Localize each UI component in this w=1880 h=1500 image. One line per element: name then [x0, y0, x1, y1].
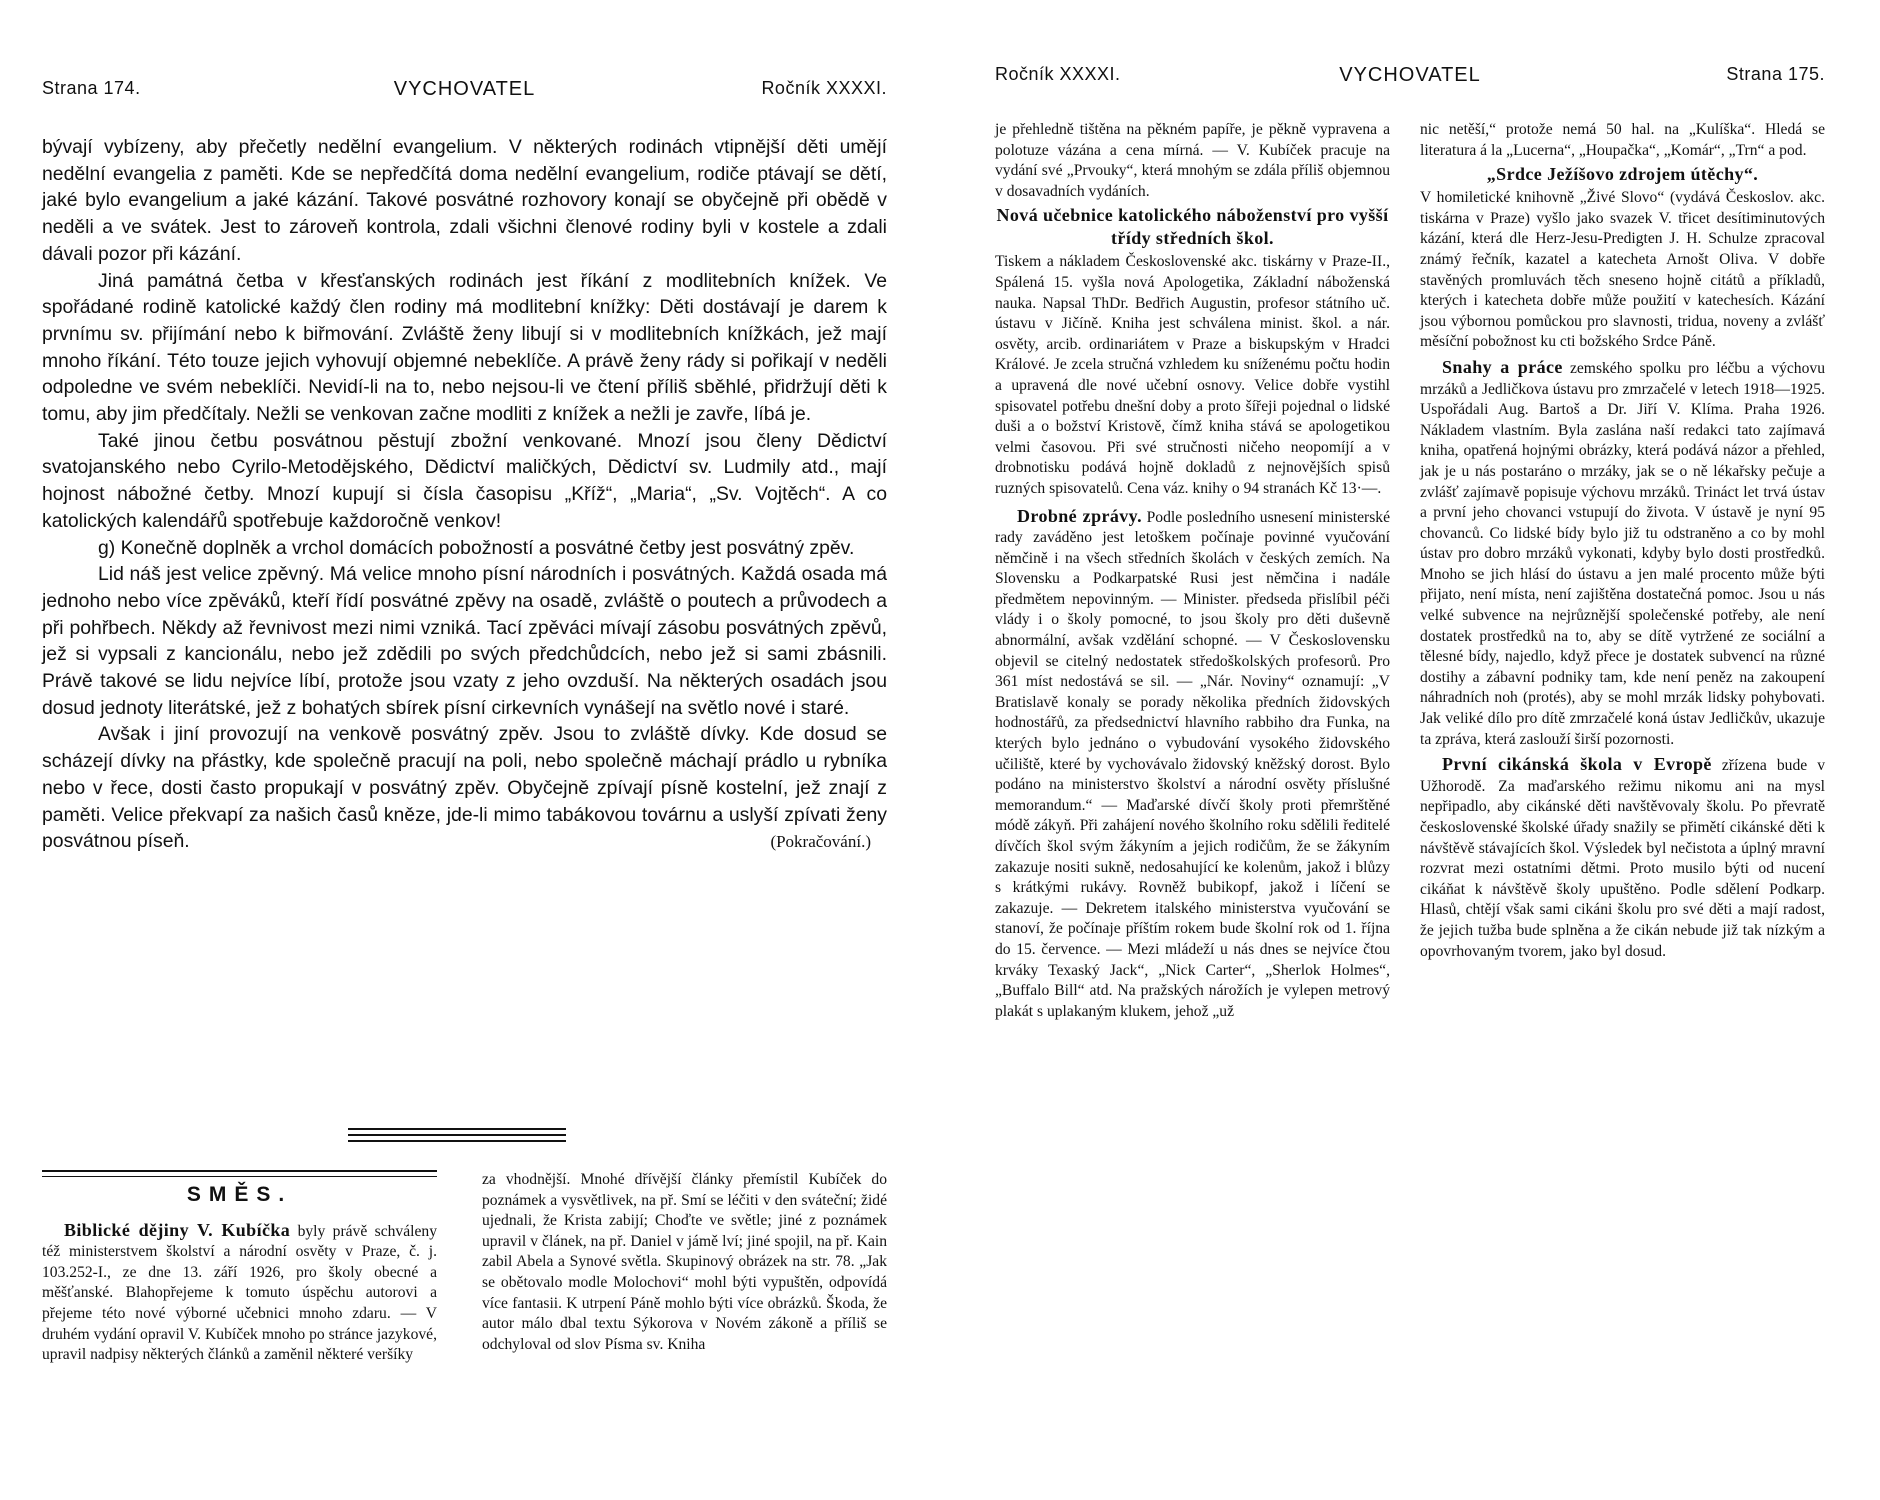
right-page	[995, 0, 1825, 1500]
divider	[42, 1176, 437, 1177]
article-heading: Biblické dějiny V. Kubíčka	[64, 1219, 291, 1240]
smes-column-2	[482, 1170, 887, 1355]
article-paragraph	[1420, 357, 1825, 750]
article-text: za vhodnější. Mnohé dřívější články přemístil Kubíček do poznámek a vysvětlivek, na př. Smí se léčiti v den sváteční; židé ujednali, že Krista zabijí; Choďte ve světle; jiné z poznámek upravil v článek, na př. Daniel v jámě lví; jiné spojil, na př. Kain zabil Abela a Synové světla. Skupinový obrázek na str. 78. „Jak se obětovalo modle Molochovi“ mohl býti vypuštěn, odpovídá více fantasii. K utrpení Páně mohlo býti více obrázků. Škoda, že autor málo dbal textu Sýkorova v Novém zákoně a příliš se odchyloval od slov Písma sv. Kniha	[482, 1171, 887, 1353]
left-page	[42, 0, 887, 1500]
smes-column-1	[42, 1170, 437, 1366]
paragraph: Avšak i jiní provozují na venkově posvátný zpěv. Jsou to zvláště dívky. Kde dosud se scházejí dívky na přástky, kde společně pracují na poli, nebo společně máchají prádlo u rybníka nebo v řece, dosti často propukají v posvátný zpěv. Obyčejně zpívají písně kostelní, jež znají z paměti. Velice překvapí za našich časů kněze, jde-li mimo tabákovou továrnu a uslyší zpívati ženy posvátnou píseň.	[42, 723, 887, 853]
article-heading: Nová učebnice katolického náboženství pro vyšší třídy středních škol.	[996, 205, 1389, 249]
left-running-head	[42, 78, 887, 104]
paragraph: bývají vybízeny, aby přečetly nedělní evangelium. V některých rodinách vtipnější děti umějí nedělní evangelia z paměti. Kde se nepředčítá doma nedělní evangelium, rodiče ptávají se dětí, jaké bylo evangelium a jaké kázání. Takové posvátné rozhovory konají se obyčejně při obědě v neděli a ve svátek. Jest to zároveň kontrola, zdali všichni členové rodiny byli v kostele a zdali dávali pozor při kázání.	[42, 136, 887, 265]
article-heading: Drobné zprávy.	[1017, 505, 1142, 526]
paragraph: Také jinou četbu posvátnou pěstují zbožní venkované. Mnozí jsou členy Dědictví svatojanského nebo Cyrilo-Metodějského, Dědictví maličkých, Dědictví sv. Ludmily atd., mají hojnost nábožné četby. Mnozí kupují si čísla časopisu „Kříž“, „Maria“, „Sv. Vojtěch“. A co katolických kalendářů spotřebuje každoročně venkov!	[42, 429, 887, 532]
paragraph: Lid náš jest velice zpěvný. Má velice mnoho písní národních i posvátných. Každá osada má jednoho nebo více zpěváků, kteří řídí posvátné zpěvy na osadě, zvláště o poutech a průvodech a při pohřbech. Někdy až řevnivost mezi nimi vzniká. Tací zpěváci mívají zásobu posvátných zpěvů, jež si vypsali z kancionálu, nebo jež zdědili po svých předchůdcích, nebo jež si sami zbásnili. Právě takové se lidu nejvíce líbí, protože jsou vzaty z jeho ovzduší. Na některých osadách jsou dosud jednoty literátské, jež z bohatých sbírek písní cirkevních vynášejí na světlo nové i staré.	[42, 563, 887, 719]
article-text: zřízena bude v Užhorodě. Za maďarského režimu nikomu ani na mysl nepřipadlo, aby cikánské děti navštěvovaly školu. Po převratě československé školské úřady snažily se přimětí cikánské děti k návštěvě stávajících škol. Výsledek byl nečistota a úplný mravní rozvrat mezi ostatními dětmi. Proto musilo býti od nucení cikáňat k návštěvě školy upuštěno. Podle sdělení Podkarp. Hlasů, chtějí však sami cikáni školu pro své děti a mají radost, že jejich tužba bude splněna a že cikán nebude již tak nízkým a opovrhovaným tvorem, jako byl dosud.	[1420, 757, 1826, 960]
left-main-text	[42, 134, 887, 856]
article-text: Tiskem a nákladem Československé akc. tiskárny v Praze-II., Spálená 15. vyšla nová Apologetika, Základní náboženská nauka. Napsal ThDr. Bedřich Augustin, profesor státního uč. ústavu v Jičíně. Kniha jest schválena minist. škol. a nár. osvěty, arcib. ordinariátem v Praze a biskupským v Hradci Králové. Je zcela stručná vzhledem ku sníženému počtu hodin a upravená dle nové učební osnovy. Velice dobře vystihl spisovatel potřebu dnešní doby a proto šířeji pojednal o lidské duši a o božství Kristově, čímž kniha stává se apologetikou velmi časovou. Při své stručnosti ničeho neopomíjí a v drobnotisku podává hojně dokladů z nejnovějších spisů ruzných spisovatelů. Cena váz. knihy o 94 stranách Kč 13·—.	[995, 253, 1390, 497]
right-journal-title: VYCHOVATEL	[1339, 64, 1481, 86]
right-page-number: Strana 175.	[1726, 64, 1825, 84]
article-paragraph	[1420, 754, 1825, 962]
right-running-head	[995, 64, 1825, 90]
article-text: je přehledně tištěna na pěkném papíře, je pěkně vypravena a polotuze vázána a cena mírná. — V. Kubíček pracuje na vydání své „Prvouky“, která mnohým se zdála příliš objemnou v dosavadních vydáních.	[995, 121, 1390, 200]
right-column-1	[995, 120, 1390, 1022]
article-text: zemského spolku pro léčbu a výchovu mrzáků a Jedličkova ústavu pro zmrzačelé v letech 1918—1925. Uspořádali Aug. Bartoš a Dr. Jiří V. Klíma. Praha 1926. Nákladem vlastním. Byla zaslána naší redakci tato zajímavá kniha, opatřená hojnými obrázky, která podává názor a přehled, jak je u nás postaráno o mrzáky, jak se o ně lékařsky pečuje a zvlášť zajímavě popisuje výchovu mrzáků. Trináct let trvá ústav a první jeho chovanci vstupují do života. V ústavě je nyní 95 chovanců. Co lidské bídy bylo již tu odstraněno a co by mohl ústav pro dobro mrzáků vykonati, kdyby bylo dosti prostředků. Mnoho se jich hlásí do ústavu a jen malé procento může býti přijato, není místa, není zajištěna dostatečná pomoc. Jsou u nás velké subvence na nejrůznější společenské potřeby, ale není dostatek prostředků na to, aby se dítě vytržené ze sociální a tělesné bídy, najedlo, když přece je dostatek subvencí na různé dostihy a zábavní podniky tam, kde není peněz na zakoupení náhradních noh (protés), aby se mohl mrzák lidsky pohybovati. Jak veliké dílo pro dítě zmrzačelé koná ústav Jedličkův, ukazuje ta zpráva, která zaslouží širší pozornosti.	[1420, 359, 1825, 748]
left-journal-title: VYCHOVATEL	[393, 78, 536, 100]
article-paragraph	[995, 506, 1390, 1023]
article-text: byly právě schváleny též ministerstvem školství a národní osvěty v Praze, č. j. 103.252-I., ze dne 13. září 1926, pro školy obecné a měšťanské. Blahopřejeme k tomuto úspěchu autorovi a přejeme této nové výborné učebnici mnoho zdaru. — V druhém vydání opravil V. Kubíček mnoho po stránce jazykové, upravil nadpisy některých článků a zaměnil některé veršíky	[42, 1222, 437, 1364]
article-paragraph	[42, 1220, 437, 1366]
article-text: nic netěší,“ protože nemá 50 hal. na „Kulíška“. Hledá se literatura á la „Lucerna“, „Houpačka“, „Komár“, „Trn“ a pod.	[1420, 121, 1825, 159]
right-volume: Ročník XXXXI.	[995, 64, 1121, 84]
article-text: Podle posledního usnesení ministerské rady zaváděno jest letoškem počínaje povinné vyučování němčině i na všech středních školách v českých zemích. Na Slovensku a Podkarpatské Rusi jest němčina i nadále předmětem nepovinným. — Minister. předseda přislíbil péči vlády i o školy pomocné, to jsou školy pro děti duševně abnormální, avšak vzdělání schopné. — V Československu objevil se citelný nedostatek středoškolských profesorů. Pro 361 míst nedostává se sil. — „Nár. Noviny“ oznamují: „V Bratislavě konaly se porady několika předních židovských hodnostářů, za předsednictví hlavního rabbiho dra Funka, na kterých bylo jednáno o vybudování vysokého židovského učiliště, které by vychovávalo židovský kněžský dorost. Bylo podáno na ministerstvo školství a národní osvěty příslušné memorandum.“ — Maďarské dívčí školy proti přemrštěné módě zákyň. Při zahájení nového školního roku sdělili ředitelé dívčích škol svým žákyním a jejich rodičům, že se žákyním zakazuje nositi sukně, nedosahující ke kolenům, jakož i blůzy s krátkými rukávy. Rovněž bubikopf, jakož i líčení se zakazuje. — Dekretem italského ministerstva vyučování se stanoví, že počínaje příštím rokem bude školní rok od 1. října do 15. července. — Mezi mládeží u nás dnes se nejvíce čtou krváky Texaský Jack“, „Nick Carter“, „Sherlok Holmes“, „Buffalo Bill“ atd. Na pražských nárožích je vylepen metrový plakát s uplakaným klukem, jehož „už	[995, 508, 1390, 1020]
right-column-2	[1420, 120, 1825, 962]
left-volume: Ročník XXXXI.	[761, 78, 887, 98]
left-page-number: Strana 174.	[42, 78, 141, 98]
section-title: SMĚS.	[186, 1183, 293, 1206]
divider	[42, 1170, 437, 1172]
section-divider	[348, 1128, 566, 1146]
paragraph: Jiná památná četba v křesťanských rodinách jest říkání z modlitebních knížek. Ve spořádané rodině katolické každý člen rodiny má modlitební knížky: Děti dostávají je darem k prvnímu sv. přijímání nebo k biřmování. Zvláště ženy libují si v modlitebních knížkách, jež mají mnoho říkání. Této touze jejich vyhovují objemné nebeklíče. A právě ženy rády si pořikají v neděli odpoledne ve svém nebeklíči. Nevidí-li na to, nebo nejsou-li ve čtení příliš sběhlé, přidržují děti k tomu, aby jim předčítaly. Nežli se venkovan začne modliti z knížek a nežli je zavře, líbá je.	[42, 269, 887, 426]
article-heading: Snahy a práce	[1442, 356, 1563, 377]
continued-note: (Pokračování.)	[770, 831, 871, 851]
article-heading: První cikánská škola v Evropě	[1442, 754, 1712, 775]
paragraph: g) Konečně doplněk a vrchol domácích pobožností a posvátné četby jest posvátný zpěv.	[98, 536, 855, 559]
article-text: V homiletické knihovně „Živé Slovo“ (vydává Českoslov. akc. tiskárna v Praze) vyšlo jako svazek V. třicet desítiminutových kázání, která dle Herz-Jesu-Predigten J. H. Schulze zpracoval známý řečník, kazatel a katecheta Arnošt Oliva. V dobře stavěných promluvách těch sneseno hojně citátů a příkladů, kterých i katecheta dobře může použití v katechesích. Kázání jsou výbornou pomůckou pro slavnosti, tridua, noveny a zvlášť měsíční pobožnost ku cti božského Srdce Páně.	[1420, 189, 1825, 351]
article-heading: „Srdce Ježíšovo zdrojem útěchy“.	[1486, 164, 1759, 185]
